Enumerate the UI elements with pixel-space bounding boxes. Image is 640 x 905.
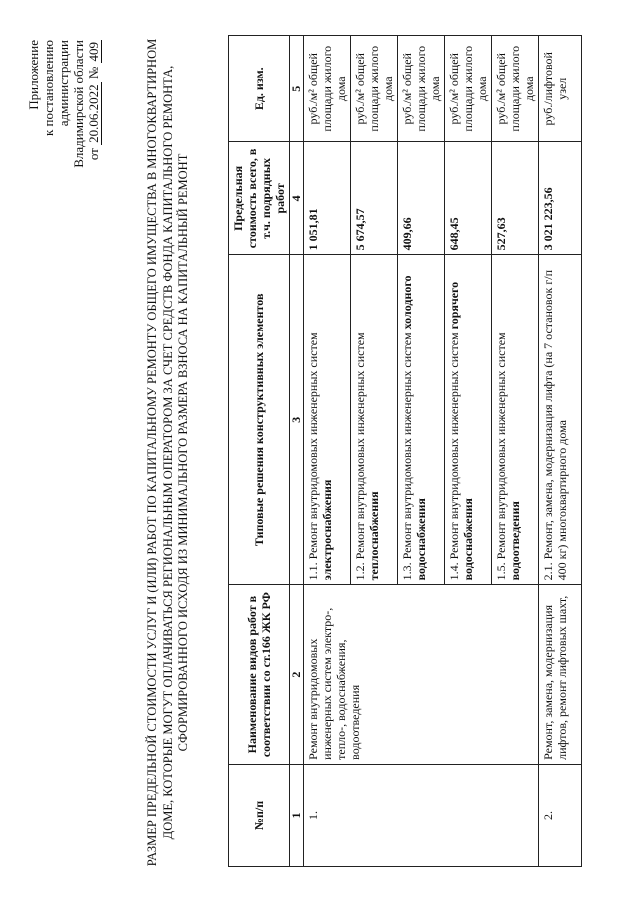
solution-prefix: 1.5. Ремонт внутридомовых инженерных систем bbox=[494, 332, 508, 581]
annex-line-1: Приложение bbox=[26, 40, 41, 110]
solution-prefix: 1.4. Ремонт внутридомовых инженерных систем bbox=[447, 332, 461, 581]
col-number: 2 bbox=[290, 585, 304, 765]
annex-header bbox=[26, 40, 102, 168]
price: 5 674,57 bbox=[351, 142, 398, 255]
work-type: Ремонт внутридомовых инженерных систем электро-, тепло-, водоснабжения, водоотведения bbox=[304, 585, 539, 765]
annex-date-number bbox=[86, 40, 102, 168]
solution bbox=[492, 255, 539, 585]
annex-line-2: к постановлению bbox=[41, 40, 56, 137]
col-number: 4 bbox=[290, 142, 304, 255]
header-solutions: Типовые решения конструктивных элементов bbox=[229, 255, 290, 585]
solution bbox=[351, 255, 398, 585]
solution-prefix: 1.2. Ремонт внутридомовых инженерных систем bbox=[353, 332, 367, 581]
col-number: 5 bbox=[290, 36, 304, 142]
solution-system: горячего водоснабжения bbox=[447, 281, 475, 581]
table-row bbox=[539, 36, 582, 867]
unit: руб./м² общей площади жилого дома bbox=[492, 36, 539, 142]
unit: руб./м² общей площади жилого дома bbox=[351, 36, 398, 142]
annex-line-3: администрации bbox=[56, 40, 71, 127]
document-title: РАЗМЕР ПРЕДЕЛЬНОЙ СТОИМОСТИ УСЛУГ И (ИЛИ) РАБОТ ПО КАПИТАЛЬНОМУ РЕМОНТУ ОБЩЕГО ИМУЩЕСТВА В МНОГОКВАРТИРНОМ ДОМЕ, КОТОРЫЕ МОГУТ ОПЛАЧИВАТЬСЯ РЕГИОНАЛЬНЫМ ОПЕРАТОРОМ ЗА СЧЕТ СРЕДСТВ ФОНДА КАПИТАЛЬНОГО РЕМОНТА, СФОРМИРОВАННОГО ИСХОДЯ ИЗ МИНИМАЛЬНОГО РАЗМЕРА ВЗНОСА НА КАПИТАЛЬНЫЙ РЕМОНТ bbox=[145, 38, 190, 867]
unit: руб./м² общей площади жилого дома bbox=[304, 36, 351, 142]
header-num: №п/п bbox=[229, 764, 290, 866]
price: 409,66 bbox=[398, 142, 445, 255]
solution bbox=[445, 255, 492, 585]
header-unit: Ед. изм. bbox=[229, 36, 290, 142]
col-number: 1 bbox=[290, 764, 304, 866]
header-price: Предельная стоимость всего, в т.ч. подрядных работ bbox=[229, 142, 290, 255]
price: 648,45 bbox=[445, 142, 492, 255]
solution bbox=[304, 255, 351, 585]
solution-prefix: 1.1. Ремонт внутридомовых инженерных систем bbox=[306, 332, 320, 581]
row-number: 1. bbox=[304, 764, 539, 866]
solution-system: водоотведения bbox=[508, 501, 522, 581]
decree-number: 409 bbox=[86, 42, 101, 62]
solution-system: теплоснабжения bbox=[367, 491, 381, 581]
number-prefix: № bbox=[86, 66, 101, 80]
solution-system: электроснабжения bbox=[320, 479, 334, 581]
table-row bbox=[304, 36, 351, 867]
row-number: 2. bbox=[539, 764, 582, 866]
table-header-row bbox=[229, 36, 290, 867]
decree-date: 20.06.2022 bbox=[86, 84, 101, 143]
header-work-type: Наименование видов работ в соответствии со ст.166 ЖК РФ bbox=[229, 585, 290, 765]
unit: руб./лифтовой узел bbox=[539, 36, 582, 142]
solution-prefix: 1.3. Ремонт внутридомовых инженерных систем bbox=[400, 332, 414, 581]
annex-line-4: Владимирской области bbox=[71, 40, 86, 168]
price: 3 021 223,56 bbox=[539, 142, 582, 255]
price: 527,63 bbox=[492, 142, 539, 255]
solution: 2.1. Ремонт, замена, модернизация лифта (на 7 остановок г/п 400 кг) многоквартирного дома bbox=[539, 255, 582, 585]
column-number-row bbox=[290, 36, 304, 867]
unit: руб./м² общей площади жилого дома bbox=[398, 36, 445, 142]
date-prefix: от bbox=[86, 148, 101, 161]
work-type: Ремонт, замена, модернизация лифтов, ремонт лифтовых шахт, bbox=[539, 585, 582, 765]
cost-table bbox=[228, 35, 582, 867]
solution bbox=[398, 255, 445, 585]
col-number: 3 bbox=[290, 255, 304, 585]
unit: руб./м² общей площади жилого дома bbox=[445, 36, 492, 142]
solution-system: холодного водоснабжения bbox=[400, 275, 428, 581]
price: 1 051,81 bbox=[304, 142, 351, 255]
